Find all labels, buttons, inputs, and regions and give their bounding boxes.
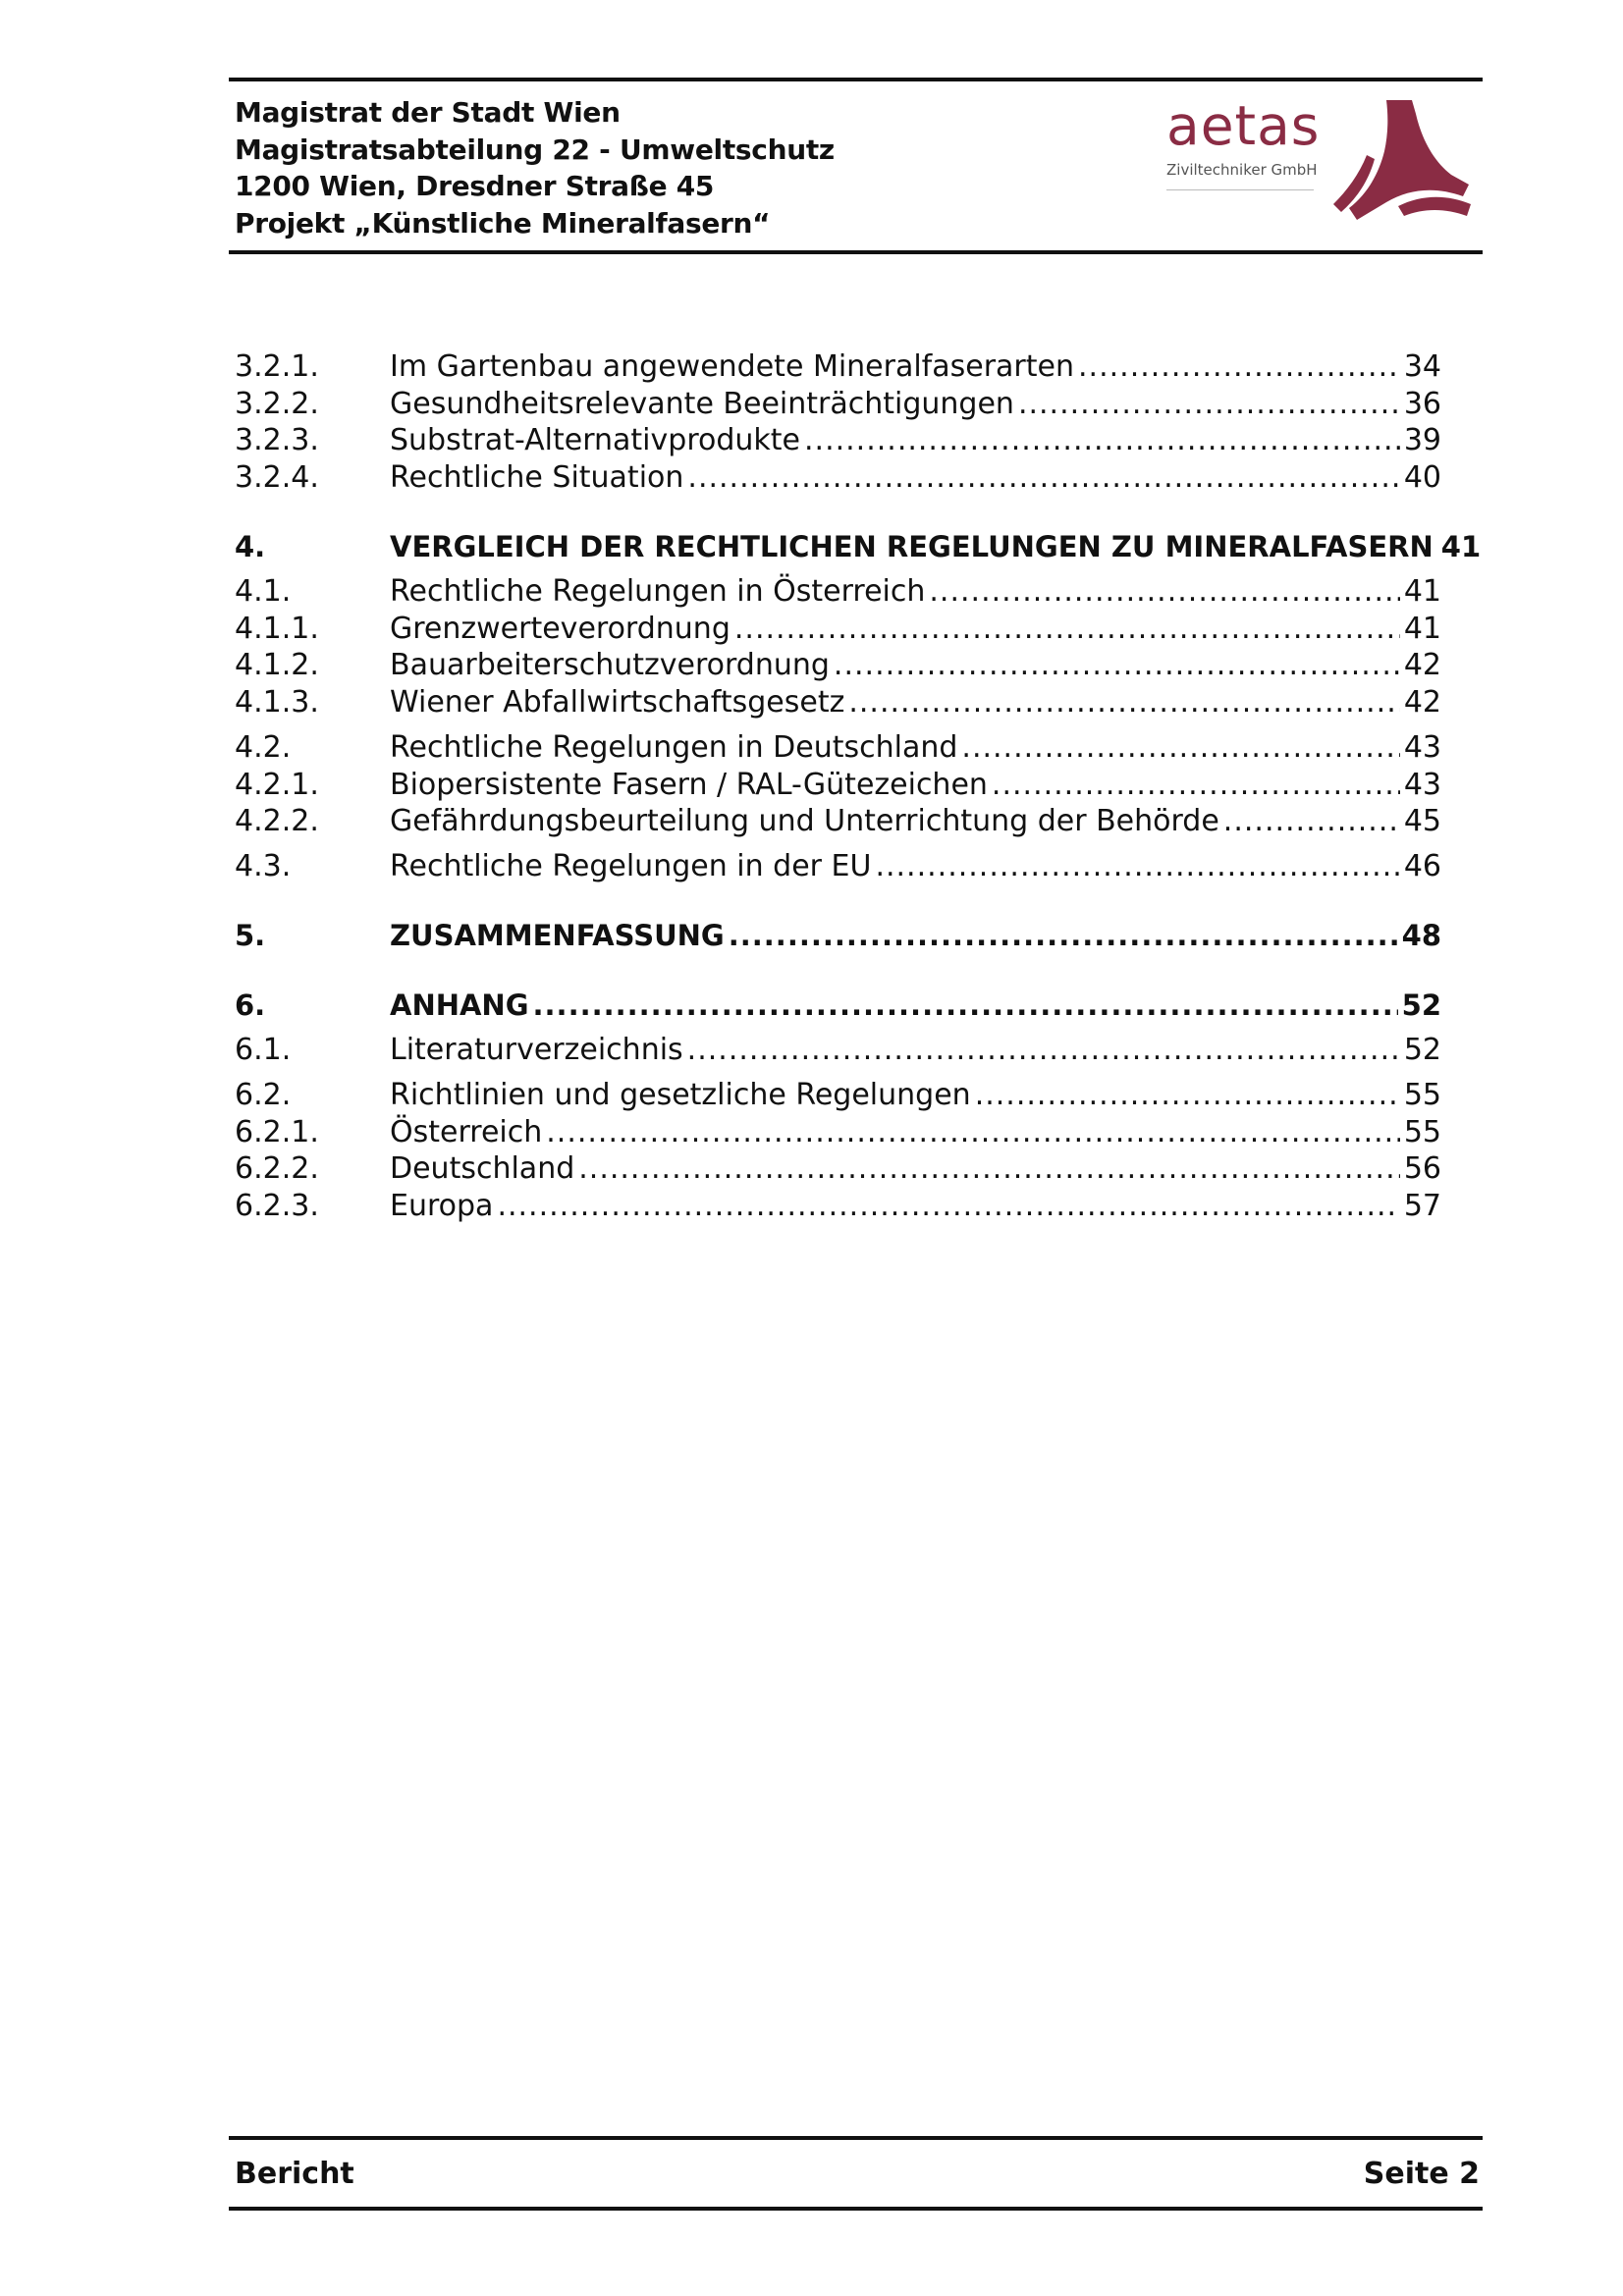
- toc-entry[interactable]: [235, 1188, 1441, 1225]
- toc-entry-page: 55: [1403, 1115, 1441, 1149]
- toc-entry-leader-line: [390, 684, 1441, 721]
- toc-dot-leader: [1018, 386, 1400, 423]
- toc-entry-leader-line: [390, 1077, 1441, 1114]
- toc-entry[interactable]: [235, 422, 1441, 459]
- toc-entry[interactable]: [235, 767, 1441, 804]
- triangle-logo-icon: [1327, 96, 1475, 224]
- toc-entry-number: 6.2.: [235, 1078, 292, 1112]
- toc-entry-number: 3.2.3.: [235, 423, 319, 457]
- toc-entry-title: Rechtliche Regelungen in Deutschland: [390, 730, 958, 765]
- toc-entry-leader-line: [390, 848, 1441, 885]
- toc-entry-page: 48: [1401, 919, 1441, 952]
- toc-entry-title: Substrat-Alternativprodukte: [390, 423, 800, 457]
- toc-dot-leader: [533, 987, 1398, 1024]
- toc-entry-title: Gefährdungsbeurteilung und Unterrichtung der Behörde: [390, 804, 1219, 838]
- toc-entry-page: 46: [1403, 849, 1441, 883]
- toc-entry-page: 41: [1403, 612, 1441, 646]
- toc-entry-number: 4.1.2.: [235, 648, 319, 682]
- company-logo: [1159, 96, 1483, 234]
- toc-entry-leader-line: [390, 1150, 1441, 1188]
- toc-entry-page: 41: [1440, 530, 1482, 563]
- toc-entry-leader-line: [390, 528, 1482, 565]
- toc-dot-leader: [834, 647, 1400, 684]
- toc-entry-leader-line: [390, 422, 1441, 459]
- toc-entry-page: 40: [1403, 460, 1441, 495]
- toc-entry-number: 3.2.1.: [235, 349, 319, 384]
- toc-entry-number: 4.2.2.: [235, 804, 319, 838]
- header-top-rule: [229, 78, 1483, 81]
- toc-entry-page: 34: [1403, 349, 1441, 384]
- toc-entry-number: 4.2.: [235, 730, 292, 765]
- toc-dot-leader: [875, 848, 1399, 885]
- toc-entry-leader-line: [390, 1188, 1441, 1225]
- toc-entry-number: 3.2.2.: [235, 387, 319, 421]
- toc-entry-page: 41: [1403, 574, 1441, 609]
- toc-entry-number: 4.1.1.: [235, 612, 319, 646]
- toc-entry-number: 5.: [235, 919, 266, 952]
- toc-dot-leader: [687, 459, 1399, 497]
- footer-page-number: Seite 2: [1363, 2157, 1480, 2191]
- toc-entry-title: Richtlinien und gesetzliche Regelungen: [390, 1078, 971, 1112]
- toc-dot-leader: [734, 611, 1400, 648]
- toc-entry-page: 36: [1403, 387, 1441, 421]
- footer-top-rule: [229, 2136, 1483, 2140]
- toc-entry-page: 52: [1403, 1033, 1441, 1067]
- toc-entry-number: 6.1.: [235, 1033, 292, 1067]
- toc-entry-leader-line: [390, 611, 1441, 648]
- toc-dot-leader: [961, 729, 1399, 767]
- toc-entry-leader-line: [390, 348, 1441, 386]
- footer-report-label: Bericht: [235, 2157, 354, 2191]
- toc-entry-leader-line: [390, 767, 1441, 804]
- toc-entry-page: 42: [1403, 648, 1441, 682]
- toc-entry-number: 6.: [235, 988, 266, 1022]
- toc-entry-number: 4.: [235, 530, 266, 563]
- toc-entry-page: 45: [1403, 804, 1441, 838]
- footer-bottom-rule: [229, 2207, 1483, 2211]
- toc-entry-title: Rechtliche Situation: [390, 460, 684, 495]
- toc-entry-title: ZUSAMMENFASSUNG: [390, 919, 725, 952]
- toc-entry-page: 52: [1401, 988, 1441, 1022]
- toc-entry-page: 43: [1403, 768, 1441, 802]
- toc-dot-leader: [1078, 348, 1400, 386]
- header-line-organization: Magistrat der Stadt Wien: [235, 96, 621, 129]
- header-line-project: Projekt „Künstliche Mineralfasern“: [235, 206, 771, 240]
- toc-entry-title: Wiener Abfallwirtschaftsgesetz: [390, 685, 845, 720]
- toc-entry[interactable]: [235, 348, 1441, 386]
- toc-entry-title: VERGLEICH DER RECHTLICHEN REGELUNGEN ZU MINERALFASERN: [390, 530, 1434, 563]
- toc-entry-number: 6.2.2.: [235, 1151, 319, 1186]
- header-bottom-rule: [229, 250, 1483, 254]
- toc-entry-leader-line: [390, 729, 1441, 767]
- toc-entry-leader-line: [390, 803, 1441, 840]
- toc-entry-page: 39: [1403, 423, 1441, 457]
- toc-dot-leader: [497, 1188, 1399, 1225]
- toc-entry-title: Rechtliche Regelungen in der EU: [390, 849, 872, 883]
- toc-entry[interactable]: [235, 573, 1441, 611]
- toc-entry[interactable]: [235, 611, 1441, 648]
- toc-entry-page: 42: [1403, 685, 1441, 720]
- toc-entry[interactable]: [235, 647, 1441, 684]
- toc-entry[interactable]: [235, 684, 1441, 721]
- toc-dot-leader: [546, 1114, 1400, 1151]
- toc-dot-leader: [848, 684, 1399, 721]
- toc-entry-leader-line: [390, 386, 1441, 423]
- toc-entry-leader-line: [390, 647, 1441, 684]
- toc-entry[interactable]: [235, 1077, 1441, 1114]
- toc-dot-leader: [804, 422, 1400, 459]
- toc-entry-leader-line: [390, 459, 1441, 497]
- toc-entry[interactable]: [235, 848, 1441, 885]
- toc-entry-number: 4.2.1.: [235, 768, 319, 802]
- document-header: [235, 94, 835, 241]
- toc-entry-number: 6.2.1.: [235, 1115, 319, 1149]
- logo-divider: [1166, 189, 1314, 190]
- toc-entry-page: 57: [1403, 1189, 1441, 1223]
- toc-entry-page: 43: [1403, 730, 1441, 765]
- toc-entry[interactable]: [235, 459, 1441, 497]
- toc-entry-title: Bauarbeiterschutzverordnung: [390, 648, 830, 682]
- toc-entry-title: Österreich: [390, 1115, 543, 1149]
- toc-entry-title: Gesundheitsrelevante Beeinträchtigungen: [390, 387, 1014, 421]
- toc-entry-leader-line: [390, 1032, 1441, 1069]
- toc-entry-title: Literaturverzeichnis: [390, 1033, 683, 1067]
- toc-entry-leader-line: [390, 1114, 1441, 1151]
- toc-entry-number: 4.3.: [235, 849, 292, 883]
- header-line-department: Magistratsabteilung 22 - Umweltschutz: [235, 133, 835, 166]
- toc-entry-title: Europa: [390, 1189, 494, 1223]
- toc-entry-title: Deutschland: [390, 1151, 575, 1186]
- logo-wordmark: aetas: [1166, 94, 1321, 157]
- toc-entry-page: 56: [1403, 1151, 1441, 1186]
- toc-entry-number: 3.2.4.: [235, 460, 319, 495]
- toc-dot-leader: [992, 767, 1400, 804]
- toc-entry[interactable]: [235, 729, 1441, 767]
- header-line-address: 1200 Wien, Dresdner Straße 45: [235, 170, 715, 202]
- toc-entry-number: 4.1.: [235, 574, 292, 609]
- logo-subtitle: Ziviltechniker GmbH: [1166, 161, 1318, 179]
- toc-entry-leader-line: [390, 917, 1441, 954]
- toc-dot-leader: [578, 1150, 1400, 1188]
- toc-dot-leader: [729, 917, 1398, 954]
- toc-entry[interactable]: [235, 1114, 1441, 1151]
- toc-entry[interactable]: [235, 987, 1441, 1024]
- toc-entry-title: Grenzwerteverordnung: [390, 612, 730, 646]
- toc-entry-leader-line: [390, 573, 1441, 611]
- toc-dot-leader: [1223, 803, 1400, 840]
- toc-entry-page: 55: [1403, 1078, 1441, 1112]
- toc-dot-leader: [975, 1077, 1400, 1114]
- toc-entry[interactable]: [235, 386, 1441, 423]
- toc-entry-title: Im Gartenbau angewendete Mineralfaserarten: [390, 349, 1075, 384]
- toc-dot-leader: [929, 573, 1399, 611]
- toc-entry[interactable]: [235, 1032, 1441, 1069]
- toc-entry-number: 4.1.3.: [235, 685, 319, 720]
- toc-entry[interactable]: [235, 803, 1441, 840]
- toc-entry-leader-line: [390, 987, 1441, 1024]
- toc-dot-leader: [687, 1032, 1400, 1069]
- toc-entry[interactable]: [235, 917, 1441, 954]
- toc-entry[interactable]: [235, 528, 1482, 565]
- toc-entry-title: Biopersistente Fasern / RAL-Gütezeichen: [390, 768, 988, 802]
- toc-entry[interactable]: [235, 1150, 1441, 1188]
- toc-entry-title: ANHANG: [390, 988, 529, 1022]
- toc-entry-number: 6.2.3.: [235, 1189, 319, 1223]
- toc-entry-title: Rechtliche Regelungen in Österreich: [390, 574, 926, 609]
